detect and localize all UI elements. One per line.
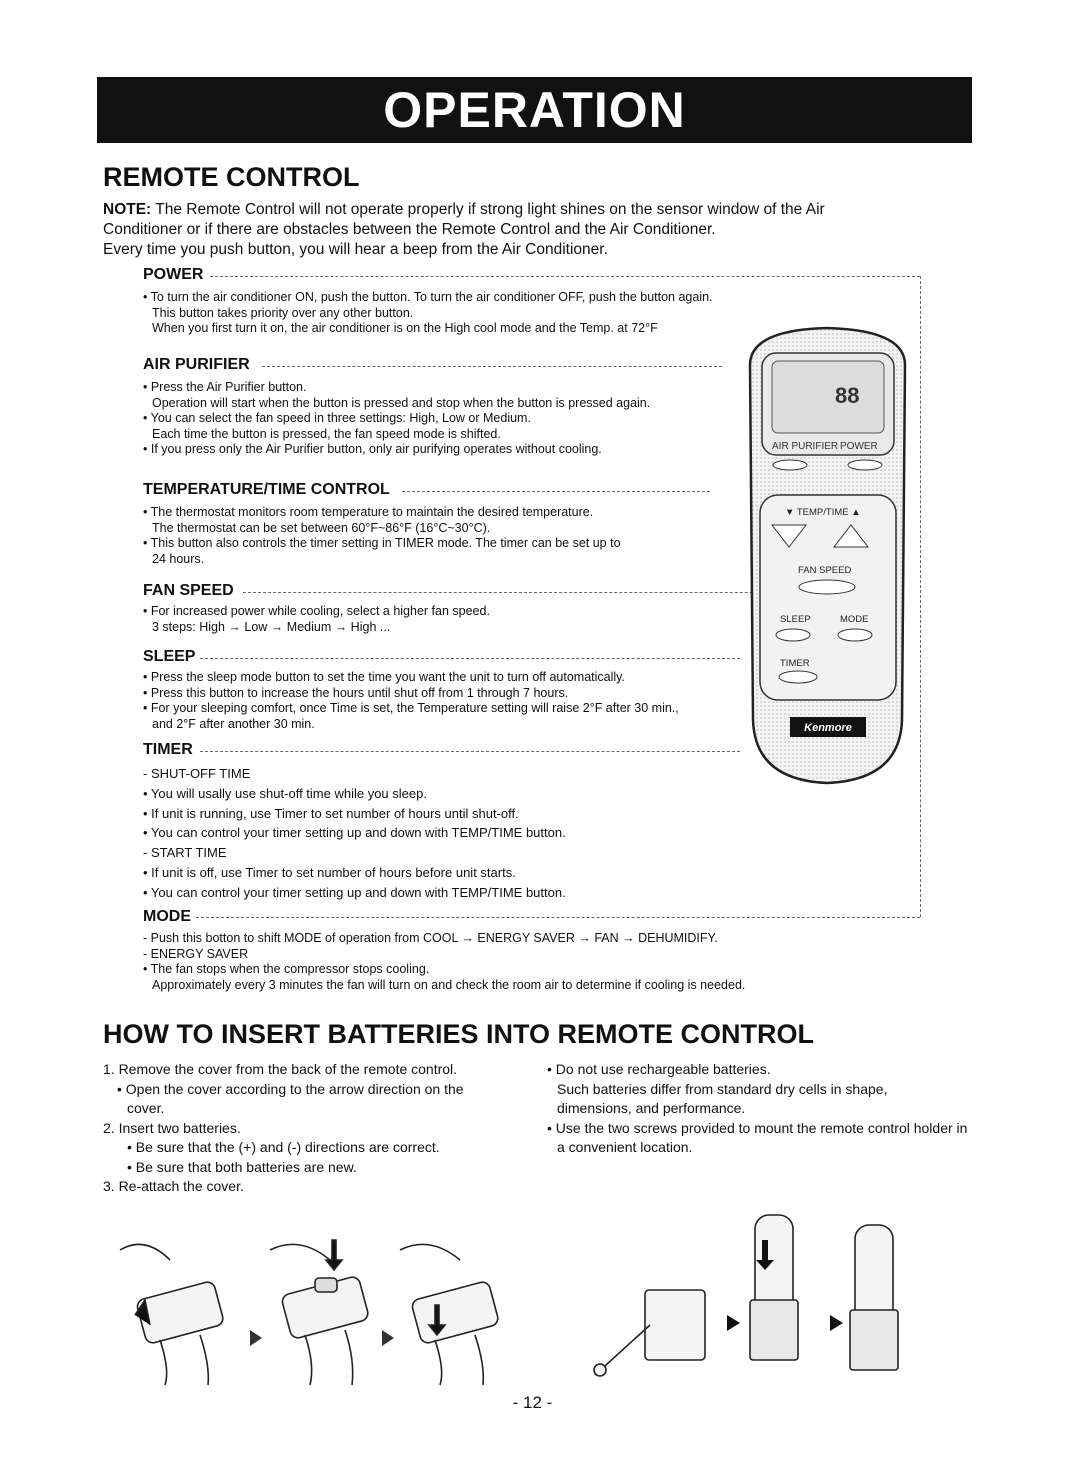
temp-time-line-2: The thermostat can be set between 60°F~86°F (16°C~30°C). (152, 520, 491, 535)
fan-speed-button[interactable] (799, 580, 855, 594)
battery-step-2-detail-b: • Be sure that both batteries are new. (127, 1158, 357, 1175)
battery-notes (547, 1060, 967, 1158)
note-line-2: Conditioner or if there are obstacles between the Remote Control and the Air Conditioner. (103, 221, 716, 238)
temp-time-line-4: 24 hours. (152, 551, 205, 566)
section-title-batteries: HOW TO INSERT BATTERIES INTO REMOTE CONTROL (103, 1019, 815, 1049)
power-line-3: When you first turn it on, the air conditioner is on the High cool mode and the Temp. at 72°F (152, 321, 658, 335)
remote-air-purifier-label: AIR PURIFIER (772, 441, 839, 452)
note-label: NOTE: (103, 201, 152, 218)
timer-line-4: • You can control your timer setting up and down with TEMP/TIME button. (143, 825, 566, 841)
battery-note-1: • Do not use rechargeable batteries. (547, 1061, 771, 1077)
timer-line-5: - START TIME (143, 845, 227, 861)
mode-line-4: Approximately every 3 minutes the fan will turn on and check the room air to determine if cooling is needed. (152, 977, 746, 992)
timer-desc (143, 764, 566, 903)
battery-step-2-detail-a: • Be sure that the (+) and (-) directions are correct. (127, 1139, 440, 1155)
page-banner: OPERATION (97, 77, 972, 143)
timer-line-2: • You will usally use shut-off time while you sleep. (143, 785, 427, 801)
remote-control-illustration (740, 325, 915, 785)
air-purifier-line-2: Operation will start when the button is pressed and stop when the button is pressed again. (152, 395, 651, 410)
mode-line-1: - Push this botton to shift MODE of operation from COOL → ENERGY SAVER → FAN → DEHUMIDIFY. (143, 931, 718, 945)
air-purifier-line-4: Each time the button is pressed, the fan speed mode is shifted. (152, 426, 501, 441)
timer-leader (200, 751, 740, 752)
sleep-line-1: • Press the sleep mode button to set the time you want the unit to turn off automatically. (143, 670, 625, 684)
mode-button[interactable] (838, 629, 872, 641)
mode-title: MODE (143, 908, 191, 925)
power-button[interactable] (848, 460, 882, 470)
note-text: The Remote Control will not operate properly if strong light shines on the sensor window of the Air (155, 201, 825, 218)
temp-time-desc (143, 505, 621, 567)
timer-line-3: • If unit is running, use Timer to set number of hours until shut-off. (143, 805, 519, 821)
power-line-1: • To turn the air conditioner ON, push the button. To turn the air conditioner OFF, push the button again. (143, 290, 713, 304)
timer-line-1: - SHUT-OFF TIME (143, 766, 251, 781)
air-purifier-line-1: • Press the Air Purifier button. (143, 380, 307, 394)
air-purifier-title: AIR PURIFIER (143, 356, 250, 373)
sleep-line-3: • For your sleeping comfort, once Time is set, the Temperature setting will raise 2°F after 30 min., (143, 701, 679, 715)
battery-steps (103, 1060, 464, 1197)
section-title-remote-control: REMOTE CONTROL (103, 162, 360, 192)
remote-power-label: POWER (840, 441, 878, 452)
fan-speed-line-1: • For increased power while cooling, select a higher fan speed. (143, 604, 490, 618)
air-purifier-line-5: • If you press only the Air Purifier button, only air purifying operates without cooling. (143, 442, 602, 456)
remote-sleep-label: SLEEP (780, 614, 811, 625)
timer-title: TIMER (143, 741, 193, 758)
battery-step-2: 2. Insert two batteries. (103, 1119, 241, 1136)
air-purifier-leader (262, 366, 722, 367)
mode-line-3: • The fan stops when the compressor stops cooling. (143, 962, 430, 976)
fan-speed-desc (143, 604, 490, 635)
power-leader (210, 276, 920, 277)
remote-mode-label: MODE (840, 614, 869, 625)
remote-fan-speed-label: FAN SPEED (798, 565, 852, 576)
power-desc (143, 290, 713, 337)
battery-step-1-detail: • Open the cover according to the arrow direction on the (117, 1080, 464, 1097)
note-line-3: Every time you push button, you will hear a beep from the Air Conditioner. (103, 241, 608, 258)
note-block (103, 200, 953, 260)
battery-step-1: 1. Remove the cover from the back of the remote control. (103, 1061, 458, 1077)
battery-step-3: 3. Re-attach the cover. (103, 1178, 244, 1194)
timer-line-6: • If unit is off, use Timer to set number of hours before unit starts. (143, 864, 516, 880)
temp-time-title: TEMPERATURE/TIME CONTROL (143, 481, 390, 498)
display-digits: 88 (835, 383, 860, 408)
temp-time-leader (402, 491, 710, 492)
brand-logo-text: Kenmore (804, 722, 852, 734)
mode-line-2: - ENERGY SAVER (143, 946, 249, 961)
power-title: POWER (143, 266, 204, 283)
air-purifier-desc (143, 380, 650, 458)
remote-timer-label: TIMER (780, 658, 810, 669)
power-line-2: This button takes priority over any other button. (152, 305, 414, 320)
fan-speed-title: FAN SPEED (143, 582, 234, 599)
holder-mounting-illustration (590, 1205, 910, 1385)
timer-line-7: • You can control your timer setting up and down with TEMP/TIME button. (143, 884, 566, 900)
battery-step-1-detail-cont: cover. (127, 1100, 165, 1116)
temp-time-line-3: • This button also controls the timer setting in TIMER mode. The timer can be set up to (143, 536, 621, 550)
sleep-line-2: • Press this button to increase the hours until shut off from 1 through 7 hours. (143, 685, 569, 700)
temp-time-line-1: • The thermostat monitors room temperature to maintain the desired temperature. (143, 505, 594, 519)
sleep-leader (200, 658, 740, 659)
air-purifier-line-3: • You can select the fan speed in three settings: High, Low or Medium. (143, 411, 531, 425)
battery-note-2: • Use the two screws provided to mount the remote control holder in (547, 1119, 968, 1136)
battery-note-1-cont-a: Such batteries differ from standard dry cells in shape, (557, 1080, 888, 1097)
battery-note-1-cont-b: dimensions, and performance. (557, 1100, 746, 1116)
sleep-line-4: and 2°F after another 30 min. (152, 716, 315, 731)
fan-speed-line-2: 3 steps: High → Low → Medium → High ... (152, 619, 391, 634)
air-purifier-button[interactable] (773, 460, 807, 470)
mode-leader (196, 917, 920, 918)
sleep-desc (143, 670, 679, 732)
sleep-button[interactable] (776, 629, 810, 641)
battery-note-2-cont: a convenient location. (557, 1139, 693, 1155)
remote-temp-time-label: ▼ TEMP/TIME ▲ (785, 507, 861, 518)
battery-insertion-illustration (100, 1230, 520, 1390)
power-mode-bracket (920, 276, 921, 917)
timer-button[interactable] (779, 671, 817, 683)
page-number: - 12 - (512, 1393, 553, 1412)
sleep-title: SLEEP (143, 648, 196, 665)
mode-desc (143, 931, 745, 993)
fan-speed-leader (243, 592, 823, 593)
